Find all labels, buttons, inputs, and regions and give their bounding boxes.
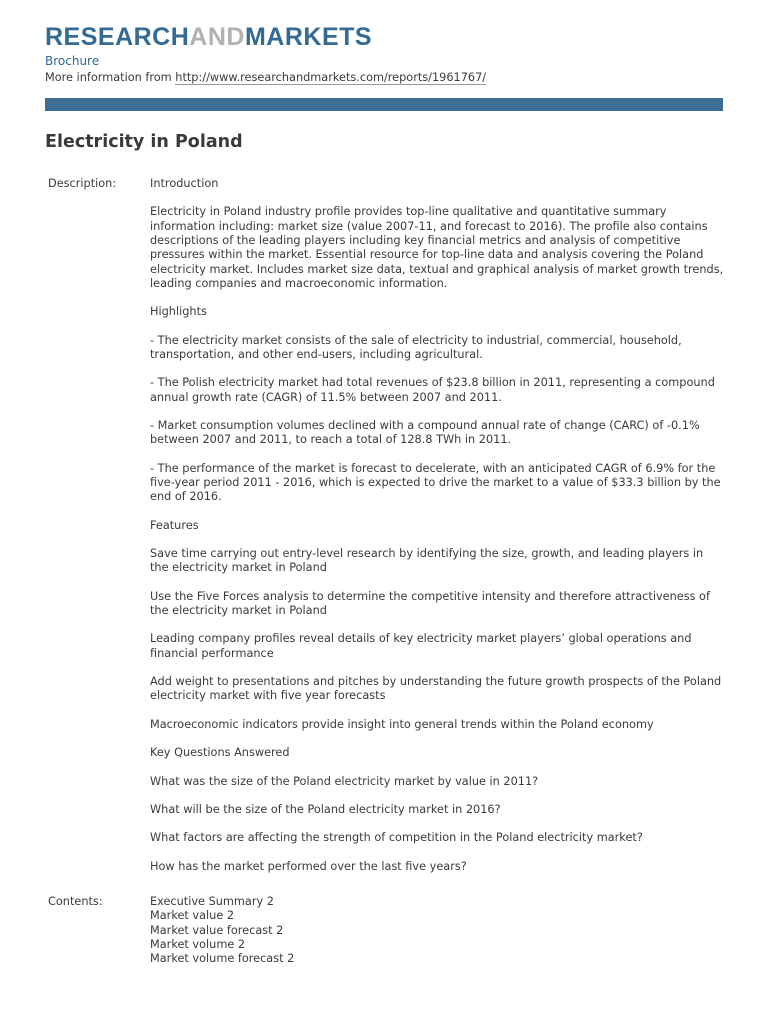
description-paragraph: Use the Five Forces analysis to determine the competitive intensity and therefore attractiveness of the electricity market in Poland [150, 589, 710, 618]
description-paragraph: What will be the size of the Poland electricity market in 2016? [150, 803, 501, 817]
header-divider-bar [45, 98, 723, 111]
description-paragraph: - The electricity market consists of the sale of electricity to industrial, commercial, household, transportation, and other end-users, including agricultural. [150, 333, 682, 361]
description-paragraph: - The Polish electricity market had total revenues of $23.8 billion in 2011, representing a compound annual growth rate (CAGR) of 11.5% between 2007 and 2011. [150, 376, 715, 404]
contents-item: Market volume forecast 2 [150, 952, 295, 966]
description-paragraph: Save time carrying out entry-level research by identifying the size, growth, and leading players in the electricity market in Poland [150, 547, 704, 575]
contents-item: Market value forecast 2 [150, 923, 284, 937]
brochure-label: Brochure [45, 54, 100, 68]
description-body [150, 177, 725, 888]
description-paragraph: Add weight to presentations and pitches by understanding the future growth prospects of the Poland electricity market with five year forecasts [150, 675, 722, 703]
description-paragraph: What factors are affecting the strength of competition in the Poland electricity market? [150, 831, 643, 845]
description-paragraph: - The performance of the market is forecast to decelerate, with an anticipated CAGR of 6.9% for the five-year period 2011 - 2016, which is expected to drive the market to a value of $33.3 billion by the end of 2016. [150, 461, 721, 504]
description-paragraph: Electricity in Poland industry profile provides top-line qualitative and quantitative summary information including: market size (value 2007-11, and forecast to 2016). The profile also contains descriptions of the leading players including key financial metrics and analysis of competitive pressures within the market. Essential resource for top-line data and analysis covering the Poland electricity market. Includes market size data, textual and graphical analysis of market growth trends, leading companies and macroeconomic information. [150, 205, 724, 290]
logo-research: RESEARCH [45, 23, 190, 51]
description-paragraph: Introduction [150, 177, 219, 190]
description-paragraph: Features [150, 518, 199, 532]
logo-and: AND [189, 23, 245, 51]
description-paragraph: - Market consumption volumes declined with a compound annual rate of change (CARC) of -0.1% between 2007 and 2011, to reach a total of 128.8 TWh in 2011. [150, 419, 700, 447]
page-title: Electricity in Poland [45, 132, 243, 152]
description-paragraph: Key Questions Answered [150, 746, 290, 760]
report-link[interactable]: http://www.researchandmarkets.com/reports/1961767/ [175, 71, 487, 84]
description-label: Description: [48, 177, 117, 190]
contents-label: Contents: [48, 895, 103, 908]
description-paragraph: What was the size of the Poland electricity market by value in 2011? [150, 774, 539, 788]
description-paragraph: How has the market performed over the last five years? [150, 859, 467, 873]
contents-item: Executive Summary 2 [150, 895, 274, 908]
description-paragraph: Macroeconomic indicators provide insight into general trends within the Poland economy [150, 717, 654, 731]
description-paragraph: Highlights [150, 305, 207, 319]
contents-item: Market volume 2 [150, 937, 246, 951]
logo-markets: MARKETS [244, 23, 373, 51]
contents-item: Market value 2 [150, 909, 235, 923]
contents-list [150, 895, 725, 966]
researchandmarkets-logo [45, 22, 372, 52]
more-info-prefix: More information from [45, 71, 176, 84]
description-paragraph: Leading company profiles reveal details of key electricity market players’ global operations and financial performance [150, 632, 692, 660]
more-info-line [45, 70, 486, 85]
